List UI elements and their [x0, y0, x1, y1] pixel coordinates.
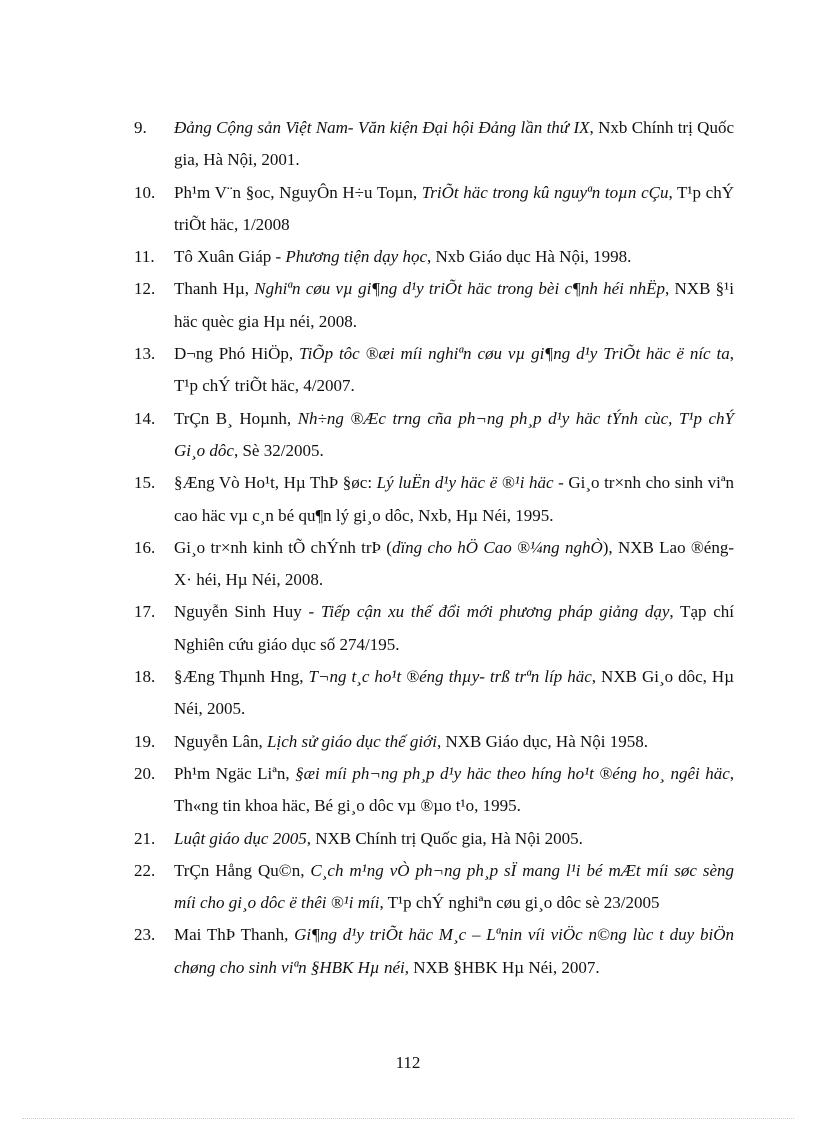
reference-text — [174, 403, 734, 468]
reference-author: §Æng Thµnh Hng, — [174, 667, 309, 687]
reference-number: 21. — [134, 828, 156, 848]
reference-publication: - Gi¸o tr×nh cho sinh viªn cao häc vµ c¸n bé qu¶n lý gi¸o dôc, Nxb, Hµ Néi, 1995. — [174, 473, 735, 525]
reference-title: TiÕp tôc ®æi míi nghiªn cøu vµ gi¶ng d¹y TriÕt häc ë níc ta — [299, 344, 730, 364]
reference-publication: , NXB Chính trị Quốc gia, Hà Nội 2005. — [306, 828, 583, 848]
reference-publication: , NXB Gi¸o dôc, Hµ Néi, 2005. — [174, 667, 734, 719]
reference-author: TrÇn B¸ Hoµnh, — [174, 408, 298, 428]
reference-publication: , NXB Giáo dục, Hà Nội 1958. — [436, 731, 648, 751]
reference-number: 17. — [134, 602, 156, 622]
reference-author: Nguyễn Lân, — [174, 731, 268, 751]
reference-number: 9. — [134, 118, 147, 137]
reference-publication: , Nxb Giáo dục Hà Nội, 1998. — [426, 247, 632, 267]
reference-item — [134, 241, 734, 273]
page-number: 112 — [395, 1053, 421, 1072]
reference-text — [174, 661, 734, 726]
reference-text — [174, 855, 734, 920]
reference-number: 12. — [134, 279, 156, 299]
reference-text — [174, 273, 734, 338]
reference-text — [174, 758, 734, 823]
reference-text — [174, 177, 734, 242]
reference-number: 22. — [134, 860, 156, 880]
reference-number: 14. — [134, 408, 156, 428]
reference-title: Phương tiện dạy học — [285, 247, 427, 267]
reference-number: 20. — [134, 763, 156, 783]
reference-author: §Æng Vò Ho¹t, Hµ ThÞ §øc: — [174, 473, 377, 493]
reference-title: Đảng Cộng sản Việt Nam- Văn kiện Đại hội Đảng lần thứ IX — [174, 118, 590, 137]
reference-publication: , Sè 32/2005. — [233, 440, 324, 460]
reference-publication: , Tạp chí Nghiên cứu giáo dục số 274/195. — [174, 602, 734, 654]
reference-title: dïng cho hÖ Cao ®¼ng nghÒ — [391, 537, 603, 557]
reference-publication: , T¹p chÝ nghiªn cøu gi¸o dôc sè 23/2005 — [379, 893, 660, 913]
reference-text — [174, 596, 734, 661]
reference-author: Thanh Hµ, — [174, 279, 255, 299]
reference-publication: , Nxb Chính trị Quốc gia, Hà Nội, 2001. — [174, 118, 734, 170]
reference-number: 15. — [134, 473, 156, 493]
reference-author: Tô Xuân Giáp - — [174, 247, 286, 267]
reference-title: Nghiªn cøu vµ gi¶ng d¹y triÕt häc trong bèi c¶nh héi nhËp — [254, 279, 666, 299]
reference-publication: , T¹p chÝ triÕt häc, 1/2008 — [174, 182, 735, 234]
reference-author: Gi¸o tr×nh kinh tÕ chÝnh trÞ ( — [174, 537, 392, 557]
reference-title: C¸ch m¹ng vÒ ph¬ng ph¸p sÏ mang l¹i bé mÆt míi søc sèng míi cho gi¸o dôc ë thêi ®¹i míi — [174, 860, 734, 913]
reference-author: D¬ng Phó HiÖp, — [174, 344, 300, 364]
reference-item — [134, 177, 734, 242]
reference-item — [134, 726, 734, 758]
reference-title: Lý luËn d¹y häc ë ®¹i häc — [376, 473, 554, 493]
reference-item — [134, 273, 734, 338]
reference-number: 19. — [134, 731, 156, 751]
reference-item — [134, 338, 734, 403]
reference-item — [134, 823, 734, 855]
reference-publication: ), NXB Lao ®éng-X· héi, Hµ Néi, 2008. — [174, 537, 735, 590]
reference-title: Luật giáo dục 2005 — [174, 828, 307, 848]
reference-item — [134, 532, 734, 597]
reference-number: 10. — [134, 182, 156, 202]
reference-item — [134, 855, 734, 920]
reference-title: TriÕt häc trong kû nguyªn toµn cÇu — [421, 182, 669, 202]
reference-number: 23. — [134, 925, 156, 945]
reference-item — [134, 661, 734, 726]
reference-author: Ph¹m V¨n §oc, NguyÔn H÷u Toµn, — [174, 182, 422, 202]
reference-item — [134, 596, 734, 661]
reference-item — [134, 403, 734, 468]
reference-title: T¬ng t¸c ho¹t ®éng thµy- trß trªn líp häc — [308, 667, 592, 687]
reference-publication: , Th«ng tin khoa häc, Bé gi¸o dôc vµ ®µo t¹o, 1995. — [174, 763, 734, 816]
reference-item — [134, 919, 734, 984]
reference-number: 18. — [134, 667, 156, 687]
reference-title: Tiếp cận xu thế đổi mới phương pháp giảng dạy — [320, 602, 670, 622]
reference-publication: , NXB §¹i häc quèc gia Hµ néi, 2008. — [174, 279, 734, 331]
reference-item — [134, 758, 734, 823]
reference-text — [174, 919, 734, 984]
reference-text — [174, 532, 734, 597]
reference-number: 13. — [134, 344, 156, 364]
reference-text — [174, 338, 734, 403]
reference-list — [134, 112, 734, 984]
reference-author: Nguyễn Sinh Huy - — [174, 602, 321, 622]
reference-text — [174, 726, 734, 758]
reference-text — [174, 241, 734, 273]
reference-publication: , T¹p chÝ triÕt häc, 4/2007. — [174, 344, 734, 396]
reference-publication: , NXB §HBK Hµ Néi, 2007. — [404, 957, 600, 977]
reference-title: Lịch sử giáo dục thế giới — [267, 731, 437, 751]
reference-text — [174, 823, 734, 855]
reference-item — [134, 467, 734, 532]
page-bottom-divider — [22, 1118, 794, 1119]
reference-author: Ph¹m Ngäc Liªn, — [174, 763, 296, 783]
reference-author: Mai ThÞ Thanh, — [174, 925, 295, 945]
reference-text — [174, 112, 734, 177]
reference-title: §æi míi ph¬ng ph¸p d¹y häc theo híng ho¹t ®éng ho¸ ngêi häc — [295, 763, 730, 783]
reference-text — [174, 467, 734, 532]
reference-title: Gi¶ng d¹y triÕt häc M¸c – Lªnin víi viÖc n©ng lùc t duy biÖn chøng cho sinh viªn §HBK Hµ néi — [174, 925, 734, 977]
reference-author: TrÇn Hång Qu©n, — [174, 860, 311, 880]
reference-number: 16. — [134, 537, 156, 557]
reference-item — [134, 112, 734, 177]
reference-number: 11. — [134, 247, 155, 267]
reference-title: Nh÷ng ®Æc trng cña ph¬ng ph¸p d¹y häc tÝnh cùc, T¹p chÝ Gi¸o dôc — [174, 408, 734, 460]
